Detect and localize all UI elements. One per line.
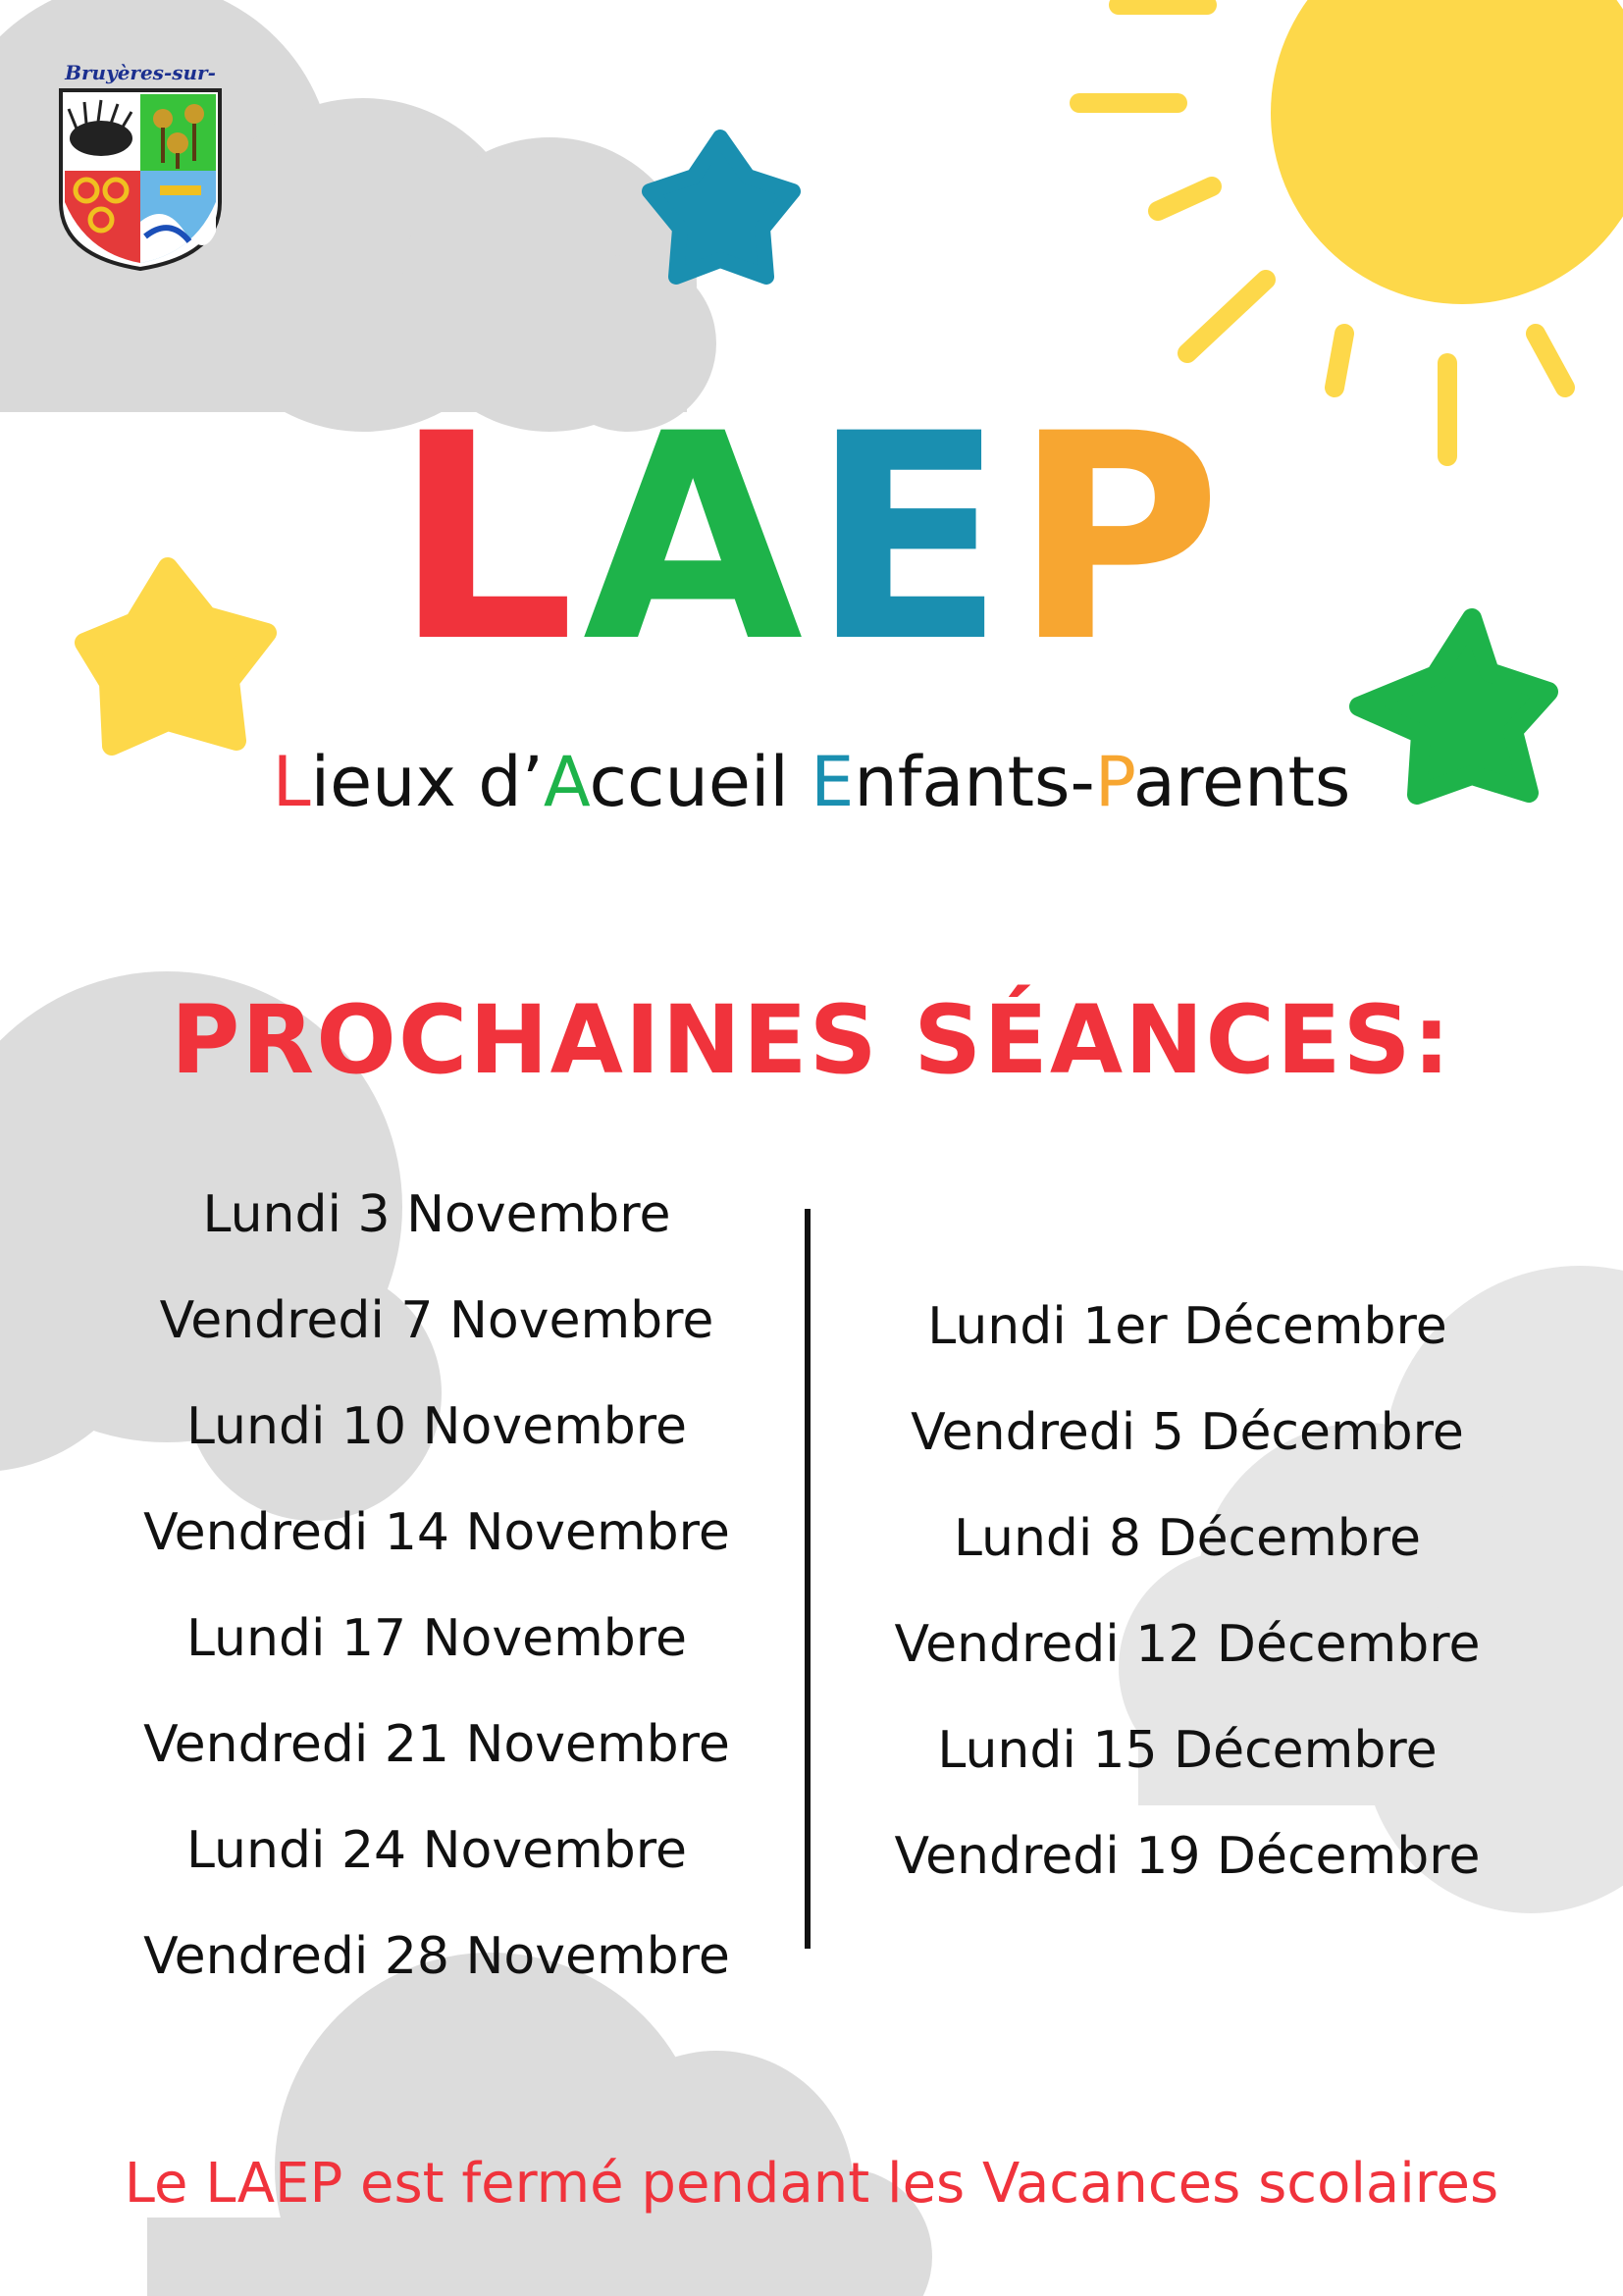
blue-star-icon (650, 137, 793, 277)
session-date: Vendredi 28 Novembre (143, 1927, 730, 1986)
session-date: Lundi 8 Décembre (953, 1509, 1422, 1568)
session-date: Vendredi 7 Novembre (159, 1291, 714, 1350)
subtitle-part: nfants- (854, 742, 1095, 822)
subtitle-part: arents (1132, 742, 1351, 822)
town-crest-logo (57, 61, 224, 272)
session-date: Vendredi 21 Novembre (143, 1715, 730, 1774)
session-date: Lundi 10 Novembre (185, 1397, 688, 1456)
session-date: Vendredi 19 Décembre (894, 1827, 1481, 1886)
december-sessions-list (834, 1274, 1541, 1909)
title-letter-p: P (1013, 374, 1230, 704)
subtitle-part: L (272, 742, 311, 822)
subtitle-part: P (1094, 742, 1133, 822)
sessions-heading: PROCHAINES SÉANCES: (170, 985, 1453, 1095)
november-sessions-list (88, 1162, 785, 2009)
main-title-laep (0, 374, 1623, 704)
subtitle-part: ieux d’ (310, 742, 544, 822)
column-divider (805, 1209, 811, 1949)
subtitle-part: E (811, 742, 855, 822)
session-date: Lundi 3 Novembre (202, 1185, 671, 1244)
session-date: Vendredi 14 Novembre (143, 1503, 730, 1562)
subtitle-part: ccueil (589, 742, 812, 822)
title-letter-l: L (393, 374, 583, 704)
subtitle-lieux-accueil (0, 738, 1623, 826)
session-date: Lundi 17 Novembre (185, 1609, 688, 1668)
session-date: Lundi 24 Novembre (185, 1821, 688, 1880)
crest-shield-icon (57, 84, 224, 271)
closure-notice: Le LAEP est fermé pendant les Vacances scolaires (124, 2152, 1499, 2216)
session-date: Vendredi 12 Décembre (894, 1615, 1481, 1674)
session-date: Lundi 15 Décembre (937, 1721, 1438, 1780)
crest-town-name: Bruyères-sur- (65, 61, 216, 84)
session-date: Vendredi 5 Décembre (911, 1403, 1464, 1462)
title-letter-a: A (582, 374, 812, 704)
session-date: Lundi 1er Décembre (927, 1297, 1447, 1356)
title-letter-e: E (811, 374, 1014, 704)
subtitle-part: A (543, 742, 590, 822)
